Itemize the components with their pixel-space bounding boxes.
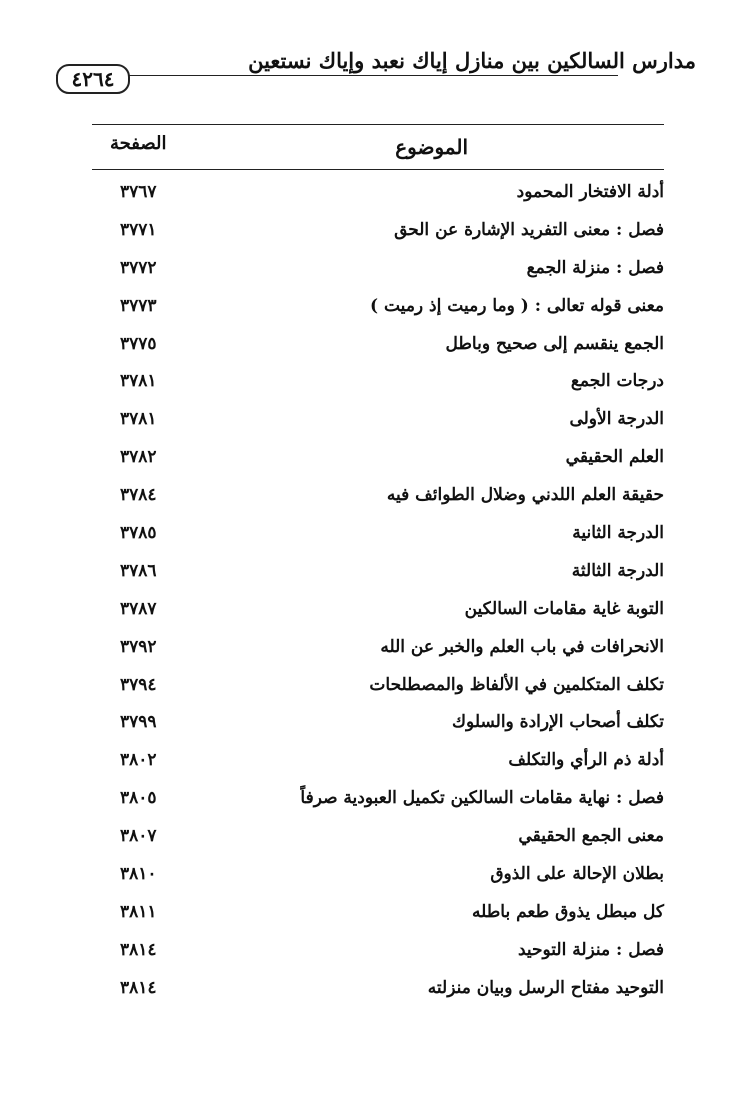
row-page-number: ٣٨٠٥	[120, 788, 157, 809]
row-topic: الدرجة الثانية	[572, 523, 664, 544]
table-row	[92, 669, 664, 707]
row-page-number: ٣٧٨١	[120, 409, 157, 430]
table-row	[92, 782, 664, 820]
row-topic: الدرجة الثالثة	[571, 560, 664, 581]
page-header	[56, 44, 696, 94]
row-topic: أدلة ذم الرأي والتكلف	[508, 750, 664, 771]
row-page-number: ٣٧٨٧	[120, 598, 157, 619]
table-row	[92, 403, 664, 441]
row-page-number: ٣٧٨١	[120, 371, 157, 392]
row-topic: حقيقة العلم اللدني وضلال الطوائف فيه	[386, 485, 664, 506]
row-page-number: ٣٧٨٤	[120, 485, 157, 506]
page-number: ٤٢٦٤	[56, 64, 130, 94]
table-header-rule	[92, 169, 664, 170]
table-row	[92, 479, 664, 517]
table-row	[92, 593, 664, 631]
row-page-number: ٣٧٧١	[120, 219, 157, 240]
table-row	[92, 214, 664, 252]
table-row	[92, 934, 664, 972]
row-topic: فصل : نهاية مقامات السالكين تكميل العبودية صرفاً	[300, 788, 664, 809]
row-topic: الدرجة الأولى	[569, 409, 664, 430]
header-rule	[56, 75, 618, 76]
table-row	[92, 972, 664, 1010]
row-page-number: ٣٨١٠	[120, 864, 157, 885]
row-topic: العلم الحقيقي	[565, 447, 664, 468]
row-page-number: ٣٨١٤	[120, 977, 157, 998]
row-topic: كل مبطل يذوق طعم باطله	[472, 901, 664, 922]
table-body	[92, 176, 664, 1010]
page-column-header: الصفحة	[110, 133, 167, 154]
row-page-number: ٣٧٩٤	[120, 674, 157, 695]
row-page-number: ٣٨١١	[120, 901, 157, 922]
table-row	[92, 744, 664, 782]
running-title: مدارس السالكين بين منازل إياك نعبد وإياك نستعين	[248, 48, 696, 73]
row-page-number: ٣٧٨٦	[120, 560, 157, 581]
table-row	[92, 631, 664, 669]
row-page-number: ٣٧٨٥	[120, 523, 157, 544]
table-row	[92, 517, 664, 555]
row-topic: التوبة غاية مقامات السالكين	[464, 598, 664, 619]
row-topic: تكلف المتكلمين في الألفاظ والمصطلحات	[369, 674, 664, 695]
row-topic: تكلف أصحاب الإرادة والسلوك	[452, 712, 664, 733]
table-row	[92, 290, 664, 328]
row-topic: درجات الجمع	[570, 371, 664, 392]
table-row	[92, 252, 664, 290]
row-topic: معنى الجمع الحقيقي	[518, 826, 664, 847]
table-row	[92, 176, 664, 214]
row-topic: فصل : منزلة الجمع	[526, 257, 664, 278]
row-topic: فصل : معنى التفريد الإشارة عن الحق	[394, 219, 664, 240]
row-page-number: ٣٧٧٢	[120, 257, 157, 278]
row-page-number: ٣٧٩٢	[120, 636, 157, 657]
row-page-number: ٣٧٦٧	[120, 182, 157, 202]
row-page-number: ٣٨٠٢	[120, 750, 157, 771]
row-topic: بطلان الإحالة على الذوق	[490, 864, 664, 885]
table-row	[92, 706, 664, 744]
row-topic: الجمع ينقسم إلى صحيح وباطل	[445, 333, 664, 354]
table-header-row	[92, 125, 664, 169]
row-topic: أدلة الافتخار المحمود	[516, 182, 664, 202]
row-page-number: ٣٧٩٩	[120, 712, 157, 733]
row-page-number: ٣٨١٤	[120, 939, 157, 960]
row-topic: الانحرافات في باب العلم والخبر عن الله	[380, 636, 664, 657]
table-row	[92, 820, 664, 858]
row-topic: فصل : منزلة التوحيد	[517, 939, 664, 960]
table-row	[92, 328, 664, 366]
row-topic: معنى قوله تعالى : ( وما رميت إذ رميت )	[370, 295, 664, 316]
table-row	[92, 896, 664, 934]
row-page-number: ٣٧٧٣	[120, 295, 157, 316]
table-row	[92, 858, 664, 896]
row-topic: التوحيد مفتاح الرسل وبيان منزلته	[427, 977, 664, 998]
row-page-number: ٣٧٨٢	[120, 447, 157, 468]
topic-column-header: الموضوع	[395, 135, 468, 159]
table-row	[92, 365, 664, 403]
row-page-number: ٣٧٧٥	[120, 333, 157, 354]
table-row	[92, 441, 664, 479]
index-table	[92, 124, 664, 1010]
row-page-number: ٣٨٠٧	[120, 826, 157, 847]
table-row	[92, 555, 664, 593]
